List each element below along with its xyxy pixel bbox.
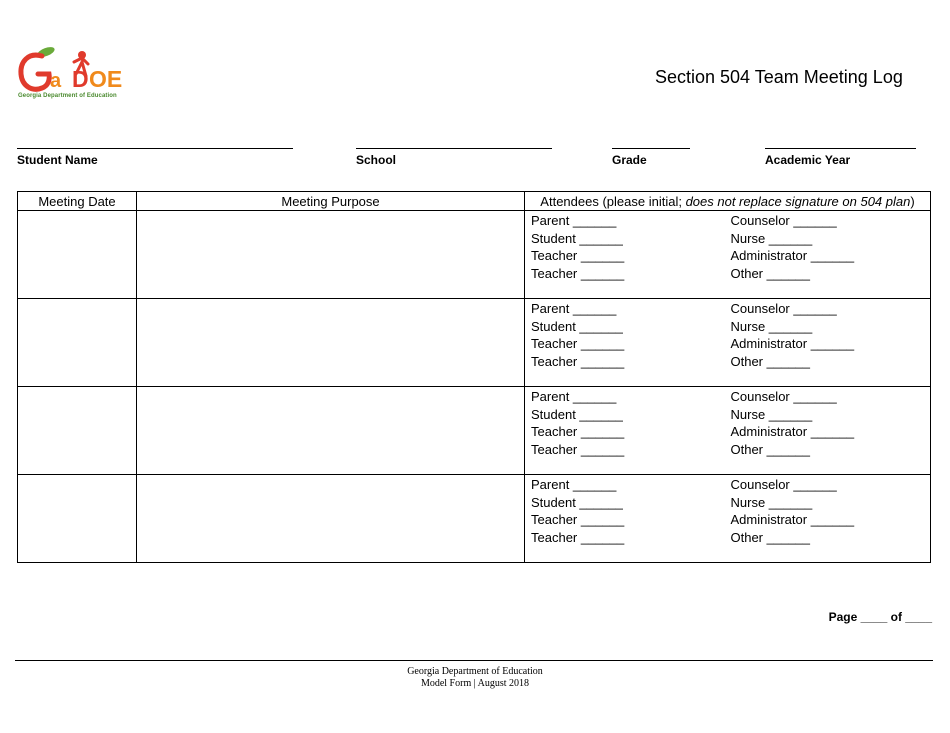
attendee-initial-field[interactable]: Administrator ______ xyxy=(730,512,855,528)
meeting-purpose-cell[interactable] xyxy=(137,211,525,299)
meeting-purpose-cell[interactable] xyxy=(137,475,525,563)
attendee-initial-field[interactable]: Nurse ______ xyxy=(730,406,813,422)
attendee-initial-field[interactable]: Nurse ______ xyxy=(730,230,813,246)
attendees-header xyxy=(525,192,931,211)
attendee-initial-field[interactable]: Administrator ______ xyxy=(730,424,855,440)
page-number: Page ____ of ____ xyxy=(828,610,932,624)
attendee-initial-field[interactable]: Nurse ______ xyxy=(730,318,813,334)
attendees-left-column xyxy=(531,476,731,546)
attendee-initial-field[interactable]: Teacher ______ xyxy=(531,512,625,528)
gadoe-logo xyxy=(16,46,132,106)
svg-text:OE: OE xyxy=(89,66,123,92)
academic-year-line[interactable] xyxy=(765,148,916,149)
attendee-initial-field[interactable]: Student ______ xyxy=(531,494,623,510)
attendee-initial-field[interactable]: Other ______ xyxy=(730,265,811,281)
logo-subtitle: Georgia Department of Education xyxy=(18,93,117,99)
grade-line[interactable] xyxy=(612,148,690,149)
attendees-header-close: ) xyxy=(910,193,915,209)
academic-year-label: Academic Year xyxy=(765,153,851,167)
attendee-initial-field[interactable]: Counselor ______ xyxy=(730,301,837,316)
attendees-left-column xyxy=(531,388,731,458)
attendee-initial-field[interactable]: Other ______ xyxy=(730,353,811,369)
attendee-initial-field[interactable]: Parent ______ xyxy=(531,477,617,492)
meeting-date-cell[interactable] xyxy=(18,387,137,475)
attendees-left-column xyxy=(531,212,731,282)
attendee-initial-field[interactable]: Teacher ______ xyxy=(531,529,625,545)
svg-text:D: D xyxy=(72,66,89,92)
attendee-initial-field[interactable]: Student ______ xyxy=(531,406,623,422)
table-row xyxy=(18,299,931,387)
attendee-initial-field[interactable]: Parent ______ xyxy=(531,301,617,316)
school-line[interactable] xyxy=(356,148,552,149)
page-title: Section 504 Team Meeting Log xyxy=(655,67,903,87)
attendees-right-column xyxy=(731,300,931,370)
attendee-initial-field[interactable]: Teacher ______ xyxy=(531,441,625,457)
attendees-cell xyxy=(525,475,931,563)
meeting-date-cell[interactable] xyxy=(18,211,137,299)
attendee-initial-field[interactable]: Administrator ______ xyxy=(730,336,855,352)
footer-org: Georgia Department of Education xyxy=(407,666,543,677)
attendees-right-column xyxy=(731,476,931,546)
attendee-initial-field[interactable]: Parent ______ xyxy=(531,389,617,404)
table-row xyxy=(18,211,931,299)
meeting-date-header: Meeting Date xyxy=(18,192,137,211)
meeting-log-table xyxy=(17,191,931,563)
attendee-initial-field[interactable]: Teacher ______ xyxy=(531,424,625,440)
gadoe-logo-mark xyxy=(16,46,132,94)
attendee-initial-field[interactable]: Nurse ______ xyxy=(730,494,813,510)
student-name-label: Student Name xyxy=(17,153,98,167)
attendees-cell xyxy=(525,387,931,475)
attendee-initial-field[interactable]: Counselor ______ xyxy=(730,389,837,404)
meeting-date-cell[interactable] xyxy=(18,475,137,563)
attendee-initial-field[interactable]: Counselor ______ xyxy=(730,213,837,228)
footer-form-info: Model Form | August 2018 xyxy=(420,678,530,689)
meeting-purpose-header: Meeting Purpose xyxy=(137,192,525,211)
attendee-initial-field[interactable]: Student ______ xyxy=(531,230,623,246)
attendee-initial-field[interactable]: Student ______ xyxy=(531,318,623,334)
attendees-right-column xyxy=(731,388,931,458)
attendees-header-note: does not replace signature on 504 plan xyxy=(685,193,911,209)
grade-label: Grade xyxy=(612,153,647,167)
meeting-purpose-cell[interactable] xyxy=(137,299,525,387)
table-header-row xyxy=(18,192,931,211)
attendees-cell xyxy=(525,299,931,387)
attendee-initial-field[interactable]: Teacher ______ xyxy=(531,336,625,352)
attendee-initial-field[interactable]: Teacher ______ xyxy=(531,265,625,281)
student-name-line[interactable] xyxy=(17,148,293,149)
attendees-right-column xyxy=(731,212,931,282)
attendee-initial-field[interactable]: Other ______ xyxy=(730,529,811,545)
svg-text:a: a xyxy=(50,70,62,92)
footer xyxy=(0,666,950,690)
attendee-initial-field[interactable]: Counselor ______ xyxy=(730,477,837,492)
attendee-initial-field[interactable]: Administrator ______ xyxy=(730,248,855,264)
attendees-left-column xyxy=(531,300,731,370)
attendees-cell xyxy=(525,211,931,299)
table-row xyxy=(18,475,931,563)
attendee-initial-field[interactable]: Teacher ______ xyxy=(531,353,625,369)
attendee-initial-field[interactable]: Other ______ xyxy=(730,441,811,457)
meeting-purpose-cell[interactable] xyxy=(137,387,525,475)
school-label: School xyxy=(356,153,397,167)
footer-divider xyxy=(15,660,933,661)
attendee-initial-field[interactable]: Teacher ______ xyxy=(531,248,625,264)
attendee-initial-field[interactable]: Parent ______ xyxy=(531,213,617,228)
attendees-header-text: Attendees (please initial; xyxy=(540,193,686,209)
table-row xyxy=(18,387,931,475)
meeting-date-cell[interactable] xyxy=(18,299,137,387)
